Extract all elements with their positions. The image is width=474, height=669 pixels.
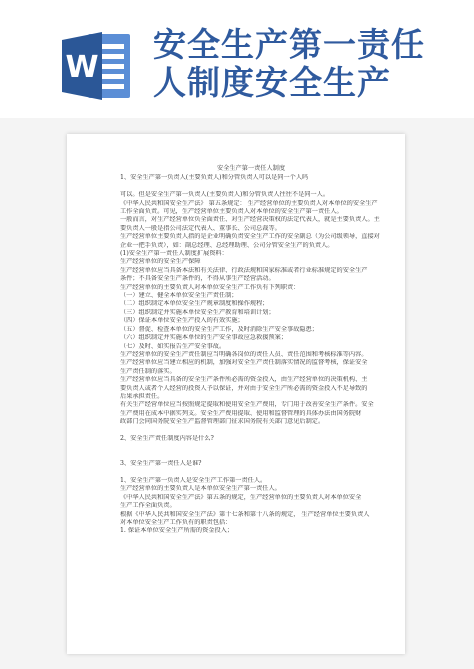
document-line: 生产经营单位应当具备的安全生产条件所必需的资金投入，由生产经营单位的决策机构、主 — [120, 376, 368, 384]
document-line: 根据《中华人民共和国安全生产法》第十七条和第十八条的规定， 生产经营单位主要负责人 — [120, 510, 370, 518]
document-title: 安全生产第一责任人制度 — [216, 165, 286, 172]
document-line: 对本单位安全生产工作负有的职责包括： — [120, 518, 232, 526]
document-line: 生产经营单位应当建立相应的机制，加强对安全生产责任制落实情况的监督考核，保证安全 — [120, 359, 368, 367]
document-line: 要负责人一般是指公司法定代表人、董事长、公司总裁等。 — [120, 224, 281, 232]
document-line: 生产经营单位的主要负责人对本单位安全生产工作负有下列职责： — [120, 283, 300, 291]
document-line: （二）组织制定本单位安全生产规章制度和操作规程； — [120, 300, 269, 308]
document-line — [120, 427, 382, 435]
document-body — [120, 165, 382, 536]
document-line: 生产经营单位应当具备本法和有关法律、行政法规和国家标准或者行业标准规定的安全生产 — [120, 266, 368, 274]
document-line: 要负责人或者个人经营的投资人予以保证，并对由于安全生产所必需的资金投入不足导致的 — [120, 384, 368, 392]
document-line: 生产工作全面负责。 — [120, 502, 176, 510]
document-line: 生产责任制的落实。 — [120, 367, 176, 375]
document-line: （六）组织制定并实施本单位的生产安全事故应急救援预案； — [120, 334, 288, 342]
title-line-1: 安全生产第一责任 — [153, 25, 425, 64]
document-line: 条件；不具备安全生产条件的，不得从事生产经营活动。 — [120, 275, 275, 283]
document-line: 后果承担责任。 — [120, 392, 164, 400]
word-icon-letter: W — [65, 50, 99, 85]
document-line: 2、安全生产责任制度内容是什么? — [120, 434, 214, 442]
document-line: （一）建立、健全本单位安全生产责任制； — [120, 292, 238, 300]
document-line — [120, 469, 382, 477]
document-line: 生产经营单位主要负责人指的是企业明确负责安全生产工作的安全副总（为公司级领导，直接对 — [120, 233, 380, 241]
document-line: 有关生产经营单位应当按照规定提取和使用安全生产费用，专门用于改善安全生产条件。安全 — [120, 401, 374, 409]
document-line: （五）督促、检查本单位的安全生产工作，及时消除生产安全事故隐患； — [120, 325, 318, 333]
title-line-2: 人制度安全生产 — [153, 63, 391, 102]
document-line: 一般而言，对生产经营单位负全面责任、对生产经营决策权的法定代表人，就是主要负责人。主 — [120, 216, 380, 224]
document-line: 3、安全生产第一责任人是谁? — [120, 460, 202, 468]
document-line: 政部门会同国务院安全生产监督管理部门征求国务院有关部门意见后制定。 — [120, 418, 325, 426]
document-line: （七）及时、如实报告生产安全事故。 — [120, 342, 226, 350]
document-line: 工作全面负责。可见，生产经营单位主要负责人对本单位的安全生产第一责任人。 — [120, 208, 343, 216]
document-line: （四）保证本单位安全生产投入的有效实施； — [120, 317, 244, 325]
document-lines — [120, 174, 382, 535]
document-line: 《中华人民共和国安全生产法》第五条的规定，生产经营单位的主要负责人对本单位安全 — [120, 493, 362, 501]
document-line — [120, 452, 382, 460]
document-line: 生产经营单位的主要负责人是本单位安全生产第一责任人。 — [120, 485, 281, 493]
document-line: 生产经营单位的安全生产保障 — [120, 258, 201, 266]
document-line — [120, 443, 382, 451]
header-banner — [0, 0, 474, 118]
document-line: 生产费用在成本中据实列支。安全生产费用提取、使用和监督管理的具体办法由国务院财 — [120, 409, 362, 417]
word-document-icon — [62, 30, 132, 102]
document-line — [120, 183, 382, 191]
document-line: 1、安全生产第一负责人是安全生产工作第一责任人。 — [120, 476, 267, 484]
document-line: 可以。但是安全生产第一负责人(主要负责人)和分管负责人往往不是同一人。 — [120, 191, 330, 199]
document-line: （三）组织制定并实施本单位安全生产教育和培训计划； — [120, 308, 275, 316]
document-line: 生产经营单位的安全生产责任制应当明确各岗位的责任人员、责任范围和考核标准等内容。 — [120, 350, 368, 358]
document-line: 企业一把手负责），如：副总经理、总经理助理、公司分管安全生产的负责人。 — [120, 241, 334, 249]
document-line: 1、安全生产第一负责人(主要负责人)和分管负责人可以是同一个人吗 — [120, 174, 309, 182]
document-line: (1)安全生产第一责任人制度扩展资料： — [120, 250, 228, 258]
document-line: 《中华人民共和国安全生产法》 第五条规定： 生产经营单位的主要负责人对本单位的安全生产 — [120, 199, 378, 207]
document-line: 1. 保证本单位安全生产所需的资金投入； — [120, 527, 234, 535]
page-title — [153, 26, 465, 102]
